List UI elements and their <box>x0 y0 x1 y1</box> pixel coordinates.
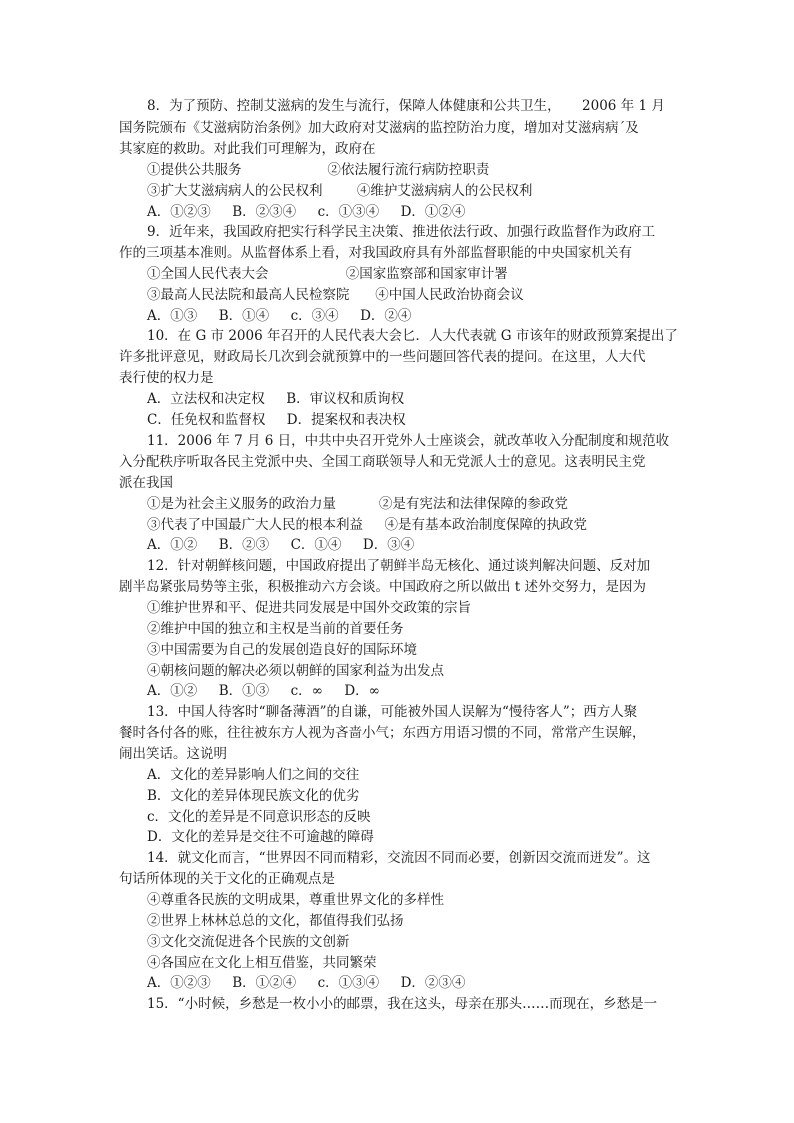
q10-stem-line-2: 许多批评意见，财政局长几次到会就预算中的一些问题回答代表的提问。在这里，人大代 <box>119 349 646 365</box>
q14-answer-choices: A．①②③ B．①②④ c．①③④ D．②③④ <box>147 975 466 991</box>
q12-option-line-4: ④朝核问题的解决必须以朝鲜的国家利益为出发点 <box>147 663 444 679</box>
q12-option-line-2: ②维护中国的独立和主权是当前的首要任务 <box>147 621 404 637</box>
q11-answer-choices: A．①② B．②③ C．①④ D．③④ <box>147 537 415 553</box>
q8-stem-line-3: 其家庭的救助。对此我们可理解为，政府在 <box>119 141 376 157</box>
q8-answer-choices: A．①②③ B．②③④ c．①③④ D．①②④ <box>147 204 466 220</box>
q8-stem-line-2: 国务院颁布《艾滋病防治条例》加大政府对艾滋病的监控防治力度，增加对艾滋病病´及 <box>119 120 639 136</box>
q10-option-line-1: A．立法权和决定权 B．审议权和质询权 <box>147 391 405 407</box>
q11-stem-line-3: 派在我国 <box>119 475 173 491</box>
q12-answer-choices: A．①② B．①③ c．∞ D．∞ <box>147 683 380 699</box>
q11-option-line-1: ①是为社会主义服务的政治力量 ②是有宪法和法律保障的参政党 <box>147 496 568 512</box>
q13-option-a: A．文化的差异影响人们之间的交往 <box>147 767 360 783</box>
q9-answer-choices: A．①③ B．①④ c．③④ D．②④ <box>147 308 412 324</box>
q11-stem-line-2: 入分配秩序听取各民主党派中央、全国工商联领导人和无党派人士的意见。这表明民主党 <box>119 454 646 470</box>
q14-option-line-4: ④各国应在文化上相互借鉴，共同繁荣 <box>147 955 377 971</box>
q13-stem-line-2: 餐时各付各的账，往往被东方人视为吝啬小气；东西方用语习惯的不同，常常产生误解， <box>119 725 646 741</box>
q14-stem-line-2: 句话所体现的关于文化的正确观点是 <box>119 871 335 887</box>
q9-option-line-1: ①全国人民代表大会 ②国家监察部和国家审计署 <box>147 266 508 282</box>
q12-option-line-1: ①维护世界和平、促进共同发展是中国外交政策的宗旨 <box>147 600 471 616</box>
q14-option-line-1: ④尊重各民族的文明成果，尊重世界文化的多样性 <box>147 892 444 908</box>
q12-stem-line-1: 12．针对朝鲜核问题，中国政府提出了朝鲜半岛无核化、通过谈判解决问题、反对加 <box>147 558 651 574</box>
q10-stem-line-3: 表行使的权力是 <box>119 370 214 386</box>
q9-stem-line-2: 作的三项基本准则。从监督体系上看，对我国政府具有外部监督职能的中央国家机关有 <box>119 245 632 261</box>
q8-option-line-1: ①提供公共服务 ②依法履行流行病防控职责 <box>147 162 490 178</box>
q9-option-line-2: ③最高人民法院和最高人民检察院 ④中国人民政治协商会议 <box>147 287 524 303</box>
q13-option-b: B．文化的差异体现民族文化的优劣 <box>147 788 360 804</box>
q14-stem-line-1: 14．就文化而言，“世界因不同而精彩，交流因不同而必要，创新因交流而迸发”。这 <box>147 850 651 866</box>
q12-stem-line-2: 剧半岛紧张局势等主张，积极推动六方会谈。中国政府之所以做出 t 述外交努力，是因为 <box>119 579 647 595</box>
q13-option-c: c．文化的差异是不同意识形态的反映 <box>147 809 371 825</box>
q14-option-line-3: ③文化交流促进各个民族的文创新 <box>147 934 350 950</box>
q9-stem-line-1: 9．近年来，我国政府把实行科学民主决策、推进依法行政、加强行政监督作为政府工 <box>147 224 656 240</box>
q15-stem-line-1: 15．“小时候，乡愁是一枚小小的邮票，我在这头，母亲在那头……而现在，乡愁是一 <box>147 996 658 1012</box>
q14-option-line-2: ②世界上林林总总的文化，都值得我们弘扬 <box>147 913 404 929</box>
q13-option-d: D．文化的差异是交往不可逾越的障碍 <box>147 829 374 845</box>
q8-option-line-2: ③扩大艾滋病病人的公民权利 ④维护艾滋病病人的公民权利 <box>147 183 533 199</box>
q8-stem-line-1: 8．为了预防、控制艾滋病的发生与流行，保障人体健康和公共卫生， 2006 年 1 月 <box>147 98 665 114</box>
q10-option-line-2: C．任免权和监督权 D．提案权和表决权 <box>147 412 406 428</box>
q12-option-line-3: ③中国需要为自己的发展创造良好的国际环境 <box>147 642 417 658</box>
q13-stem-line-1: 13．中国人待客时“聊备薄酒”的自谦，可能被外国人误解为“慢待客人”；西方人聚 <box>147 704 638 720</box>
q11-option-line-2: ③代表了中国最广大人民的根本利益 ④是有基本政治制度保障的执政党 <box>147 517 587 533</box>
q11-stem-line-1: 11．2006 年 7 月 6 日，中共中央召开党外人士座谈会，就改革收入分配制度和规范收 <box>147 433 670 449</box>
q13-stem-line-3: 闹出笑话。这说明 <box>119 746 227 762</box>
q10-stem-line-1: 10．在 G 市 2006 年召开的人民代表大会匕．人大代表就 G 市该年的财政预算案提出了 <box>147 328 678 344</box>
